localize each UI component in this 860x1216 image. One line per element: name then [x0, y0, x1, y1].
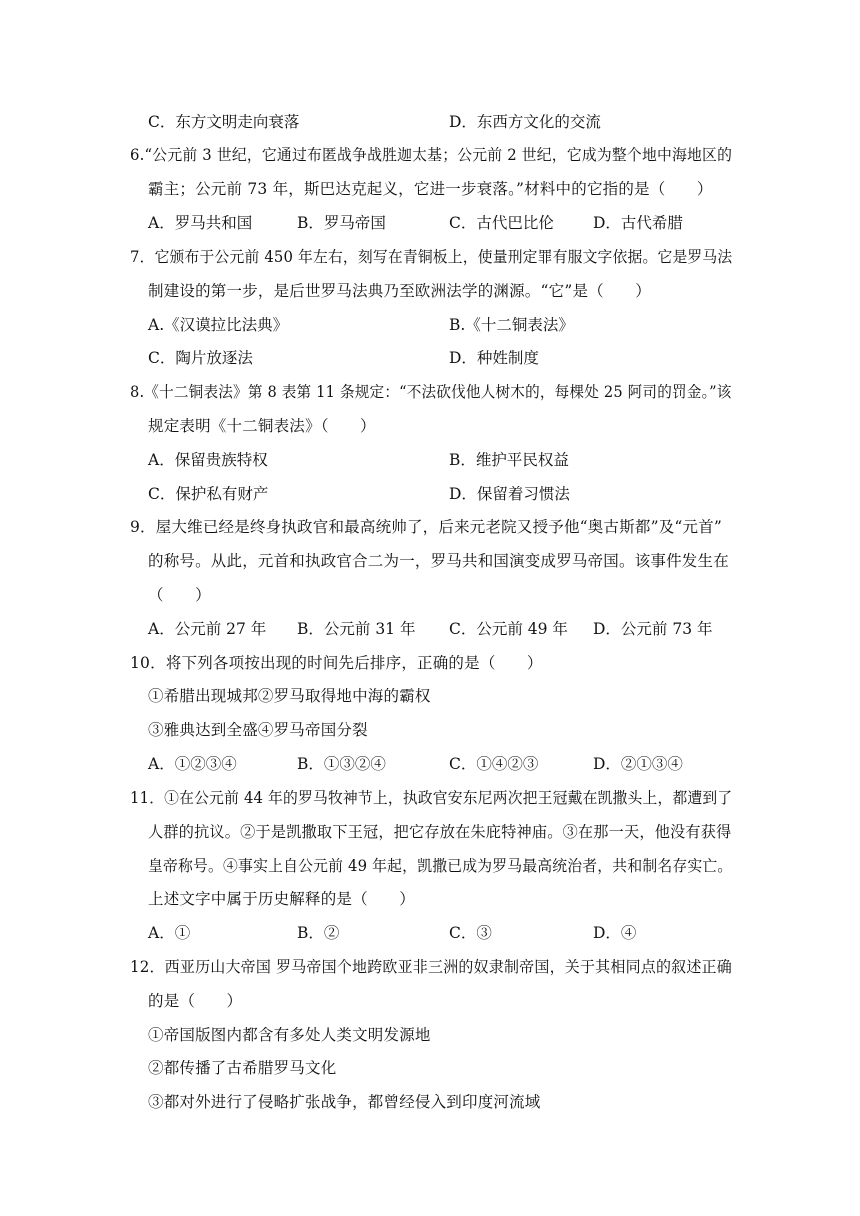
- q10-option-c: C．①④②③: [449, 755, 539, 773]
- option-c-prev: C．东方文明走向衰落: [148, 113, 300, 131]
- q10-option-d: D．②①③④: [593, 755, 683, 773]
- q12-statement-1: ①帝国版图内都含有多处人类文明发源地: [148, 1026, 431, 1044]
- q7-option-b: B.《十二铜表法》: [449, 316, 574, 334]
- q9-option-c: C．公元前 49 年: [449, 620, 568, 638]
- option-d-prev: D．东西方文化的交流: [449, 113, 601, 131]
- q12-statement-3: ③都对外进行了侵略扩张战争，都曾经侵入到印度河流域: [148, 1093, 541, 1111]
- q8-option-d: D．保留着习惯法: [449, 485, 570, 503]
- q8-option-a: A．保留贵族特权: [148, 451, 268, 469]
- q9-option-b: B．公元前 31 年: [297, 620, 416, 638]
- q12-stem-line-1: 12．西亚历山大帝国 罗马帝国个地跨欧亚非三洲的奴隶制帝国，关于其相同点的叙述正确: [130, 958, 732, 976]
- q6-option-b: B．罗马帝国: [297, 214, 386, 232]
- q11-option-c: C．③: [449, 924, 492, 942]
- q8-stem-line-1: 8.《十二铜表法》第 8 表第 11 条规定：“不法砍伐他人树木的，每棵处 25 阿司的罚金。”该: [130, 383, 732, 401]
- q11-option-d: D．④: [593, 924, 637, 942]
- q8-option-c: C．保护私有财产: [148, 485, 269, 503]
- q9-option-a: A．公元前 27 年: [148, 620, 267, 638]
- q11-stem-line-4: 上述文字中属于历史解释的是（ ）: [148, 890, 415, 908]
- q6-option-c: C．古代巴比伦: [449, 214, 554, 232]
- q7-option-d: D．种姓制度: [449, 349, 539, 367]
- q6-option-a: A．罗马共和国: [148, 214, 253, 232]
- q6-option-d: D．古代希腊: [593, 214, 683, 232]
- q12-stem-line-2: 的是（ ）: [148, 992, 243, 1010]
- q7-stem-line-2: 制建设的第一步，是后世罗马法典乃至欧洲法学的渊源。“它”是（ ）: [148, 282, 651, 300]
- q11-option-a: A．①: [148, 924, 191, 942]
- q6-stem-line-2: 霸主；公元前 73 年，斯巴达克起义，它进一步衰落。”材料中的它指的是（ ）: [148, 180, 713, 198]
- q10-statement-2: ③雅典达到全盛④罗马帝国分裂: [148, 721, 368, 739]
- q8-stem-line-2: 规定表明《十二铜表法》（ ）: [148, 417, 376, 435]
- q11-option-b: B．②: [297, 924, 340, 942]
- q10-stem-line-1: 10．将下列各项按出现的时间先后排序，正确的是（ ）: [130, 654, 543, 672]
- q10-statement-1: ①希腊出现城邦②罗马取得地中海的霸权: [148, 687, 431, 705]
- q11-stem-line-2: 人群的抗议。②于是凯撒取下王冠，把它存放在朱庇特神庙。③在那一天，他没有获得: [148, 823, 732, 841]
- q7-option-c: C．陶片放逐法: [148, 349, 253, 367]
- q7-stem-line-1: 7．它颁布于公元前 450 年左右，刻写在青铜板上，使量刑定罪有服文字依据。它是罗马法: [130, 248, 733, 266]
- q9-stem-line-1: 9．屋大维已经是终身执政官和最高统帅了，后来元老院又授予他“奥古斯都”及“元首”: [130, 518, 723, 536]
- q9-stem-line-3: （ ）: [148, 586, 211, 604]
- q9-stem-line-2: 的称号。从此，元首和执政官合二为一，罗马共和国演变成罗马帝国。该事件发生在: [148, 552, 729, 570]
- q7-option-a: A.《汉谟拉比法典》: [148, 316, 289, 334]
- q10-option-b: B．①③②④: [297, 755, 386, 773]
- q8-option-b: B．维护平民权益: [449, 451, 569, 469]
- q6-stem-line-1: 6.“公元前 3 世纪，它通过布匿战争战胜迦太基；公元前 2 世纪，它成为整个地中海地区的: [130, 146, 733, 164]
- q10-option-a: A．①②③④: [148, 755, 237, 773]
- q9-option-d: D．公元前 73 年: [593, 620, 713, 638]
- q12-statement-2: ②都传播了古希腊罗马文化: [148, 1059, 337, 1077]
- q11-stem-line-3: 皇帝称号。④事实上自公元前 49 年起，凯撒已成为罗马最高统治者，共和制名存实亡。: [148, 857, 733, 875]
- q11-stem-line-1: 11．①在公元前 44 年的罗马牧神节上，执政官安东尼两次把王冠戴在凯撒头上，都遭到了: [130, 789, 733, 807]
